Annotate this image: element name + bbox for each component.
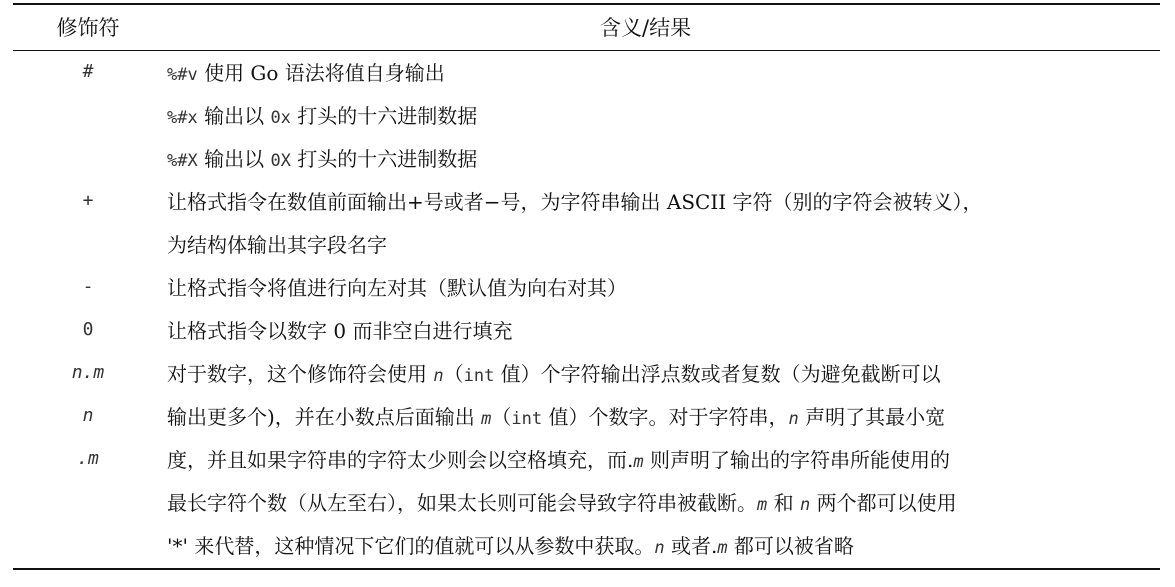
meaning-cell — [167, 100, 477, 129]
modifier-cell: + — [82, 190, 94, 211]
meaning-fragment: 输出以 — [197, 104, 271, 128]
meaning-fragment: m — [633, 452, 644, 472]
meaning-cell — [167, 186, 982, 215]
meaning-fragment: 打头的十六进制数据 — [290, 147, 478, 171]
table-row — [0, 356, 1175, 389]
modifier-cell: .m — [77, 448, 99, 469]
table-row — [0, 98, 1175, 131]
meaning-fragment: 0X — [270, 151, 291, 171]
meaning-cell — [167, 530, 854, 559]
modifier-cell: - — [82, 276, 94, 297]
table-row — [0, 141, 1175, 174]
modifier-cell: 0 — [82, 319, 94, 340]
meaning-fragment: int — [511, 409, 543, 429]
meaning-fragment: 和 — [767, 491, 800, 515]
meaning-fragment: （ — [443, 362, 464, 386]
table-row — [0, 227, 1175, 260]
meaning-fragment: n — [788, 409, 799, 429]
meaning-cell — [167, 57, 445, 86]
meaning-fragment: m — [757, 495, 768, 515]
meaning-cell — [167, 143, 477, 172]
meaning-cell — [167, 487, 957, 516]
meaning-fragment: 输出更多个)，并在小数点后面输出 — [167, 405, 482, 429]
meaning-fragment: 值）个数字。对于字符串， — [542, 405, 789, 429]
meaning-fragment: 0x — [270, 108, 291, 128]
meaning-fragment: int — [463, 366, 495, 386]
meaning-fragment: 输出以 — [197, 147, 271, 171]
table-row — [0, 270, 1175, 303]
meaning-fragment: m — [481, 409, 492, 429]
meaning-cell — [167, 272, 627, 301]
meaning-fragment: 让格式指令在数值前面输出+号或者−号，为字符串输出 ASCII 字符（别的字符会被转义）， — [167, 190, 983, 214]
meaning-cell — [167, 358, 941, 387]
meaning-fragment: 值）个字符输出浮点数或者复数（为避免截断可以 — [494, 362, 941, 386]
table-header-rule — [13, 50, 1160, 51]
meaning-cell — [167, 444, 950, 473]
table-row — [0, 399, 1175, 432]
meaning-fragment: 使用 Go 语法将值自身输出 — [197, 61, 445, 85]
meaning-fragment: n — [654, 538, 665, 558]
meaning-fragment: 打头的十六进制数据 — [290, 104, 478, 128]
meaning-fragment: 最长字符个数（从左至右），如果太长则可能会导致字符串被截断。 — [167, 491, 757, 515]
meaning-fragment: m — [717, 538, 728, 558]
table-row — [0, 184, 1175, 217]
meaning-fragment: %#v — [167, 65, 198, 85]
header-modifier: 修饰符 — [56, 16, 120, 40]
meaning-fragment: n — [433, 366, 444, 386]
modifier-cell: n.m — [71, 362, 105, 383]
header-meaning: 含义/结果 — [600, 16, 692, 40]
table-row — [0, 55, 1175, 88]
table-row — [0, 528, 1175, 561]
meaning-cell — [167, 229, 387, 258]
modifier-cell: n — [82, 405, 94, 426]
table-row — [0, 485, 1175, 518]
table-row — [0, 442, 1175, 475]
meaning-fragment: 都可以被省略 — [727, 534, 854, 558]
meaning-cell — [167, 315, 512, 344]
meaning-fragment: n — [799, 495, 811, 515]
meaning-fragment: %#X — [167, 151, 198, 171]
meaning-fragment: 声明了其最小宽 — [798, 405, 946, 429]
meaning-fragment: 度，并且如果字符串的字符太少则会以空格填充，而. — [167, 448, 634, 472]
modifier-cell: # — [82, 61, 94, 82]
meaning-fragment: 让格式指令以数字 0 而非空白进行填充 — [167, 319, 513, 343]
meaning-fragment: 让格式指令将值进行向左对其（默认值为向右对其） — [167, 276, 627, 300]
meaning-fragment: 则声明了输出的字符串所能使用的 — [643, 448, 950, 472]
meaning-fragment: 或者. — [664, 534, 718, 558]
meaning-fragment: 对于数字，这个修饰符会使用 — [167, 362, 434, 386]
meaning-fragment: 为结构体输出其字段名字 — [167, 233, 387, 257]
meaning-cell — [167, 401, 945, 430]
table-bottom-rule — [13, 568, 1160, 570]
meaning-fragment: （ — [491, 405, 512, 429]
meaning-fragment: %#x — [167, 108, 198, 128]
meaning-fragment: '*' 来代替，这种情况下它们的值就可以从参数中获取。 — [167, 534, 655, 558]
table-row — [0, 313, 1175, 346]
meaning-fragment: 两个都可以使用 — [810, 491, 957, 515]
table-top-rule — [13, 3, 1160, 5]
